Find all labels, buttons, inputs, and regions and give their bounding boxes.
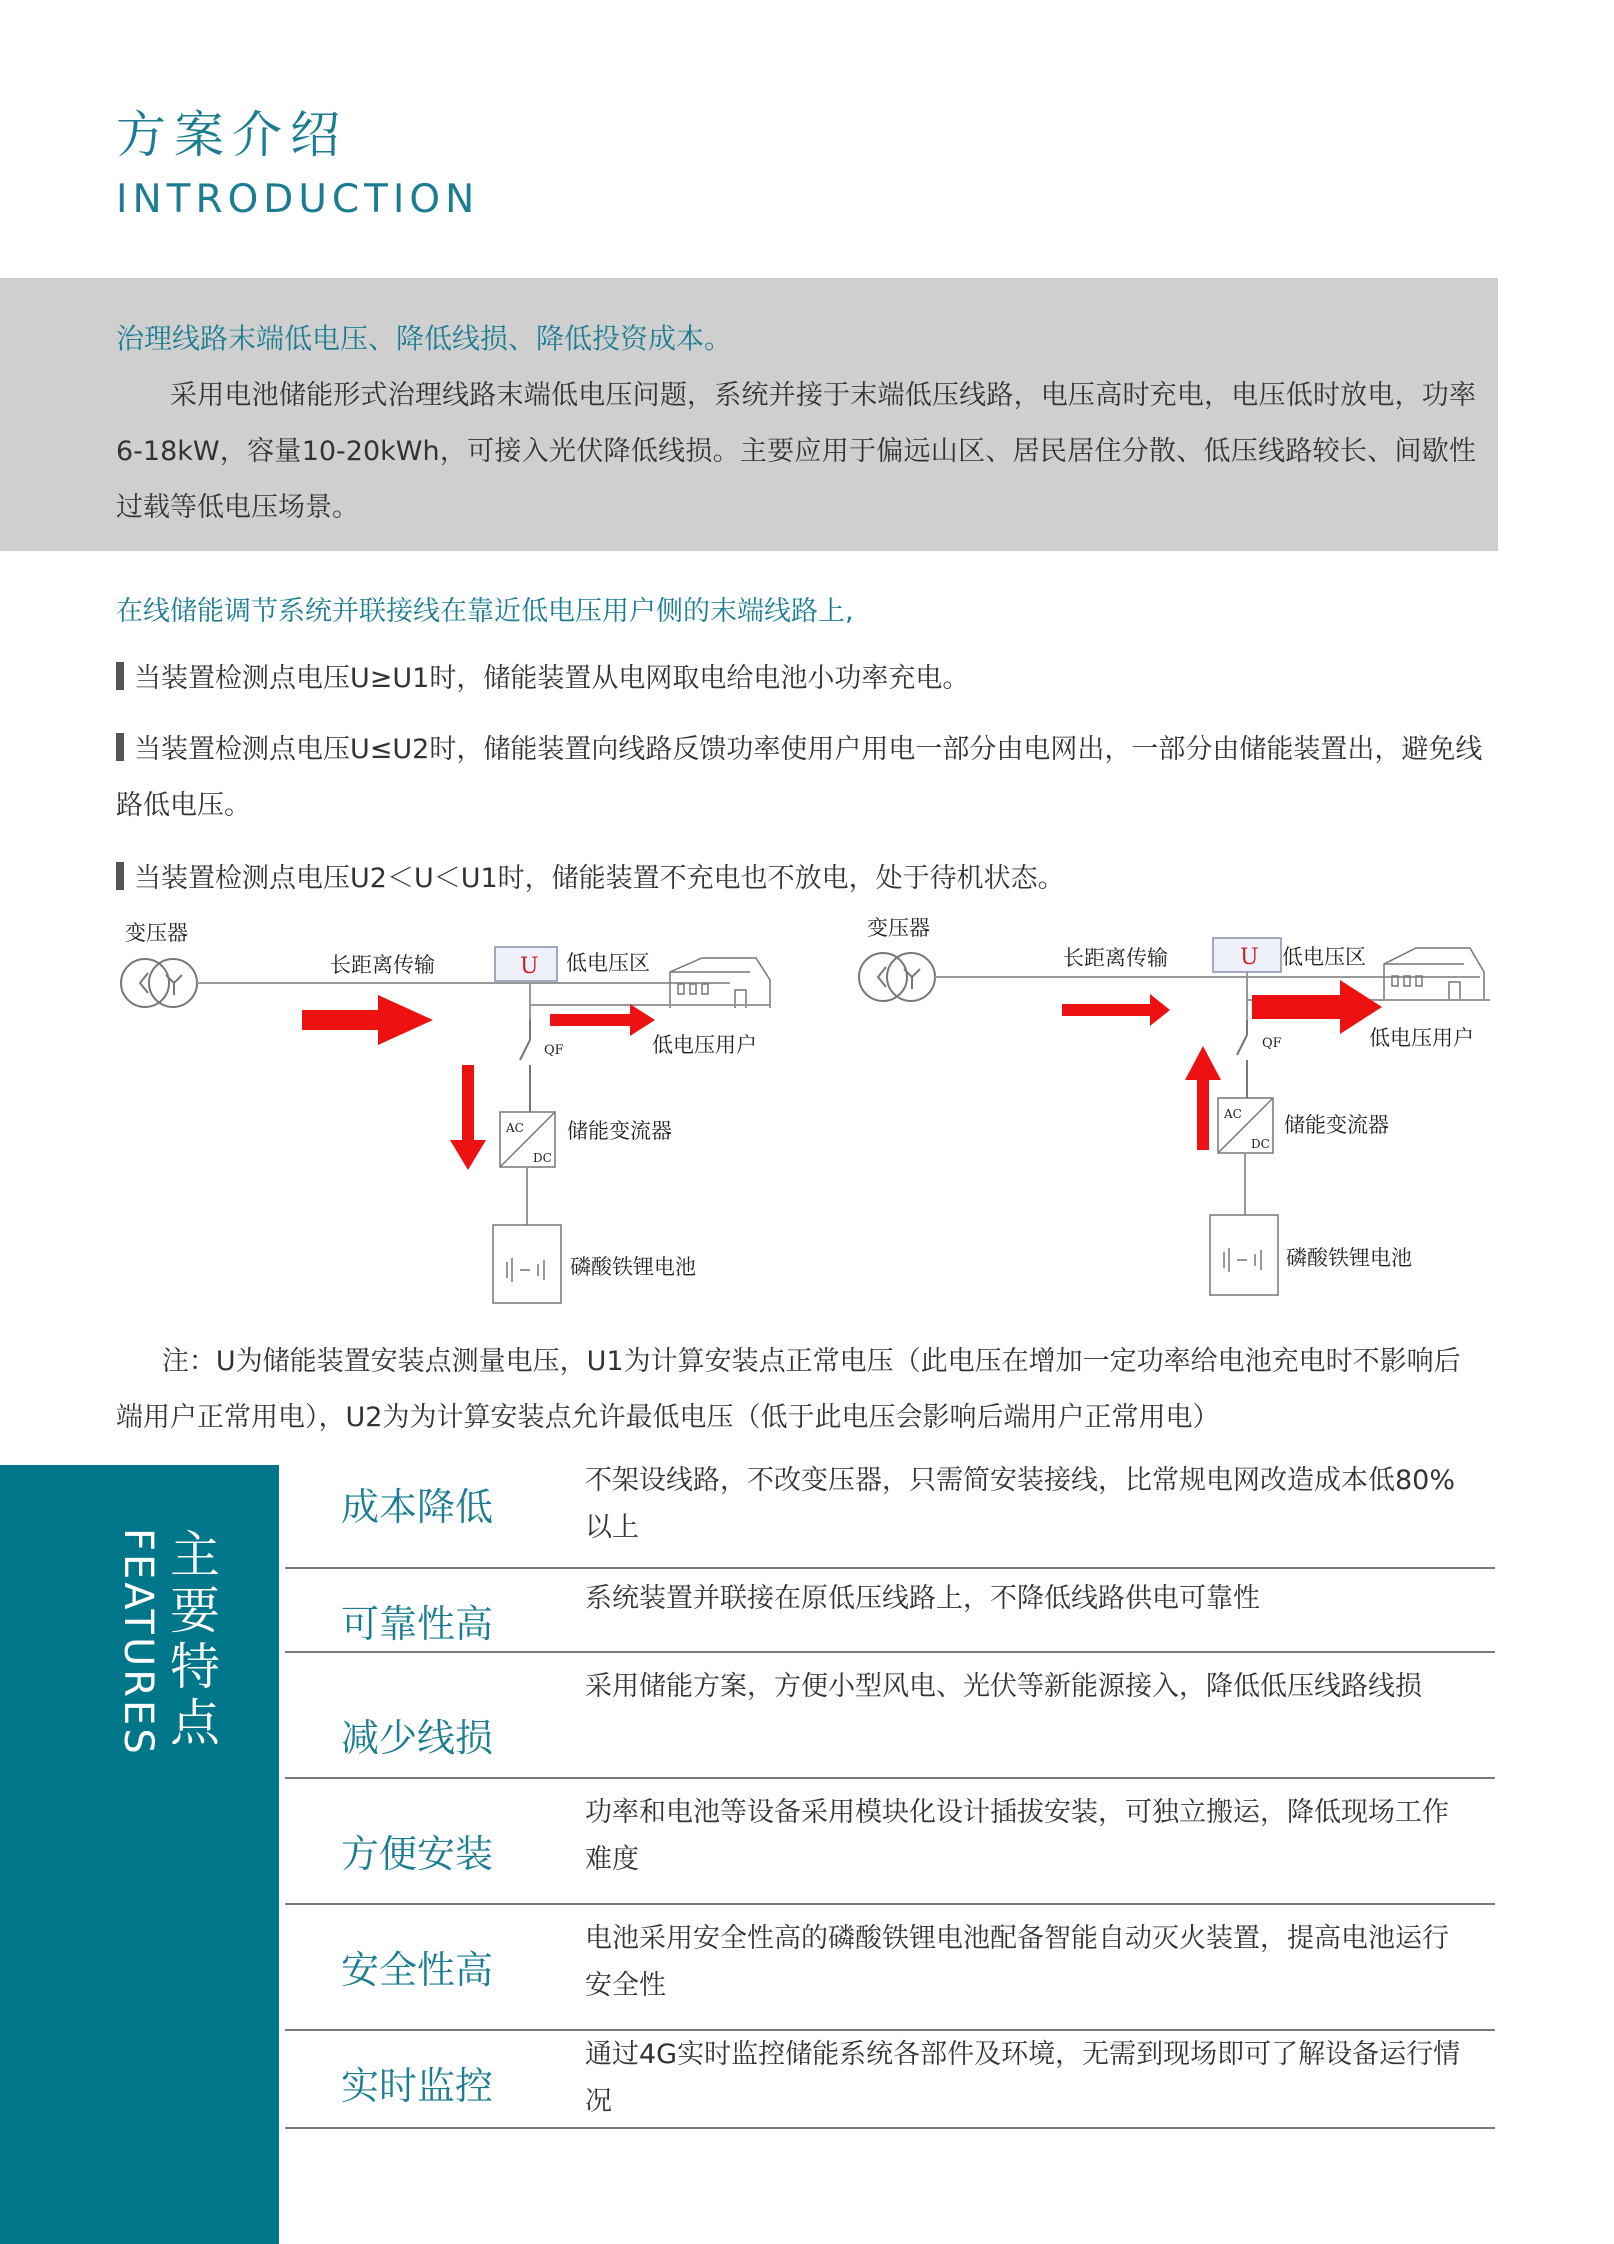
low-voltage-user-label: 低电压用户 — [1369, 1026, 1474, 1050]
feature-row — [285, 1455, 1495, 1569]
intro-heading: 治理线路末端低电压、降低线损、降低投资成本。 — [116, 322, 733, 355]
bullet-bar-icon — [116, 733, 124, 761]
feature-desc: 系统装置并联接在原低压线路上，不降低线路供电可靠性 — [585, 1583, 1260, 1614]
feature-row — [285, 1779, 1495, 1905]
breaker-label: QF — [1262, 1036, 1282, 1051]
feature-title: 安全性高 — [341, 1948, 494, 1992]
condition-item: 当装置检测点电压U≤U2时，储能装置向线路反馈功率使用户用电一部分由电网出，一部分由储能装置出，避免线路低电压。 — [116, 734, 1483, 821]
features-title-en: FEATURES — [115, 1528, 161, 1757]
discharge-flow-arrow — [1185, 1046, 1221, 1150]
page-title: 方案介绍 — [116, 106, 348, 164]
feature-title: 可靠性高 — [341, 1602, 494, 1646]
breaker-icon — [1237, 1020, 1247, 1098]
diagram-charging — [121, 921, 770, 1303]
note-text: 注：U为储能装置安装点测量电压，U1为计算安装点正常电压（此电压在增加一定功率给电池充电时不影响后端用户正常用电），U2为为计算安装点允许最低电压（低于此电压会影响后端用户正常用电） — [116, 1346, 1461, 1433]
transformer-label: 变压器 — [125, 921, 188, 945]
feature-desc: 采用储能方案，方便小型风电、光伏等新能源接入，降低低压线路线损 — [585, 1671, 1422, 1702]
feature-desc: 通过4G实时监控储能系统各部件及环境，无需到现场即可了解设备运行情况 — [585, 2039, 1461, 2117]
bullet-bar-icon — [116, 862, 124, 890]
breaker-label: QF — [544, 1043, 564, 1058]
low-voltage-zone-label: 低电压区 — [1282, 945, 1366, 969]
circuit-diagrams — [110, 900, 1510, 1320]
converter-label: 储能变流器 — [1284, 1113, 1389, 1137]
breaker-icon — [520, 1020, 530, 1112]
feature-desc: 功率和电池等设备采用模块化设计插拔安装，可独立搬运，降低现场工作难度 — [585, 1797, 1449, 1875]
low-voltage-zone-label: 低电压区 — [566, 951, 650, 975]
charge-flow-arrow — [450, 1065, 486, 1170]
condition-item: 当装置检测点电压U2＜U＜U1时，储能装置不充电也不放电，处于待机状态。 — [116, 851, 1486, 907]
grid-flow-arrow — [302, 995, 433, 1045]
battery-icon — [493, 1225, 561, 1303]
page-subtitle: INTRODUCTION — [116, 177, 480, 222]
house-icon — [1384, 948, 1484, 1000]
svg-text:AC: AC — [1224, 1107, 1242, 1121]
svg-text:U: U — [1240, 945, 1259, 970]
transformer-icon — [121, 959, 197, 1007]
feature-row — [285, 1653, 1495, 1779]
grid-flow-arrow — [1062, 994, 1170, 1026]
feature-row — [285, 1569, 1495, 1653]
features-title-cn: 主要特点 — [162, 1528, 220, 1752]
feature-desc: 不架设线路，不改变压器，只需简安装接线，比常规电网改造成本低80%以上 — [585, 1465, 1456, 1543]
user-flow-arrow — [1252, 980, 1382, 1034]
svg-text:AC: AC — [506, 1121, 524, 1135]
feature-desc: 电池采用安全性高的磷酸铁锂电池配备智能自动灭火装置，提高电池运行安全性 — [585, 1923, 1449, 2001]
battery-label: 磷酸铁锂电池 — [570, 1255, 696, 1279]
feature-title: 方便安装 — [341, 1832, 494, 1876]
svg-text:DC: DC — [533, 1151, 552, 1165]
long-line-label: 长距离传输 — [330, 953, 435, 977]
feature-title: 实时监控 — [341, 2064, 494, 2108]
meter-box — [1213, 938, 1281, 972]
user-flow-arrow — [550, 1004, 655, 1036]
operation-lead: 在线储能调节系统并联接线在靠近低电压用户侧的末端线路上, — [116, 596, 854, 627]
battery-label: 磷酸铁锂电池 — [1286, 1246, 1412, 1270]
feature-title: 成本降低 — [341, 1485, 494, 1529]
condition-item: 当装置检测点电压U≥U1时，储能装置从电网取电给电池小功率充电。 — [116, 651, 1486, 707]
transformer-label: 变压器 — [867, 916, 930, 940]
svg-text:U: U — [520, 954, 539, 979]
bullet-bar-icon — [116, 662, 124, 690]
feature-row — [285, 1905, 1495, 2031]
battery-icon — [1210, 1215, 1278, 1295]
feature-title: 减少线损 — [341, 1716, 494, 1760]
feature-row — [285, 2031, 1495, 2129]
svg-text:DC: DC — [1251, 1137, 1270, 1151]
low-voltage-user-label: 低电压用户 — [652, 1033, 757, 1057]
intro-body: 采用电池储能形式治理线路末端低电压问题，系统并接于末端低压线路，电压高时充电，电压低时放电，功率6-18kW，容量10-20kWh，可接入光伏降低线损。主要应用于偏远山区、居民居住分散、低压线路较长、间歇性过载等低电压场景。 — [116, 380, 1476, 523]
converter-label: 储能变流器 — [567, 1119, 672, 1143]
long-line-label: 长距离传输 — [1063, 946, 1168, 970]
diagram-discharging — [859, 916, 1490, 1295]
transformer-icon — [859, 953, 935, 1001]
meter-box — [495, 947, 557, 981]
